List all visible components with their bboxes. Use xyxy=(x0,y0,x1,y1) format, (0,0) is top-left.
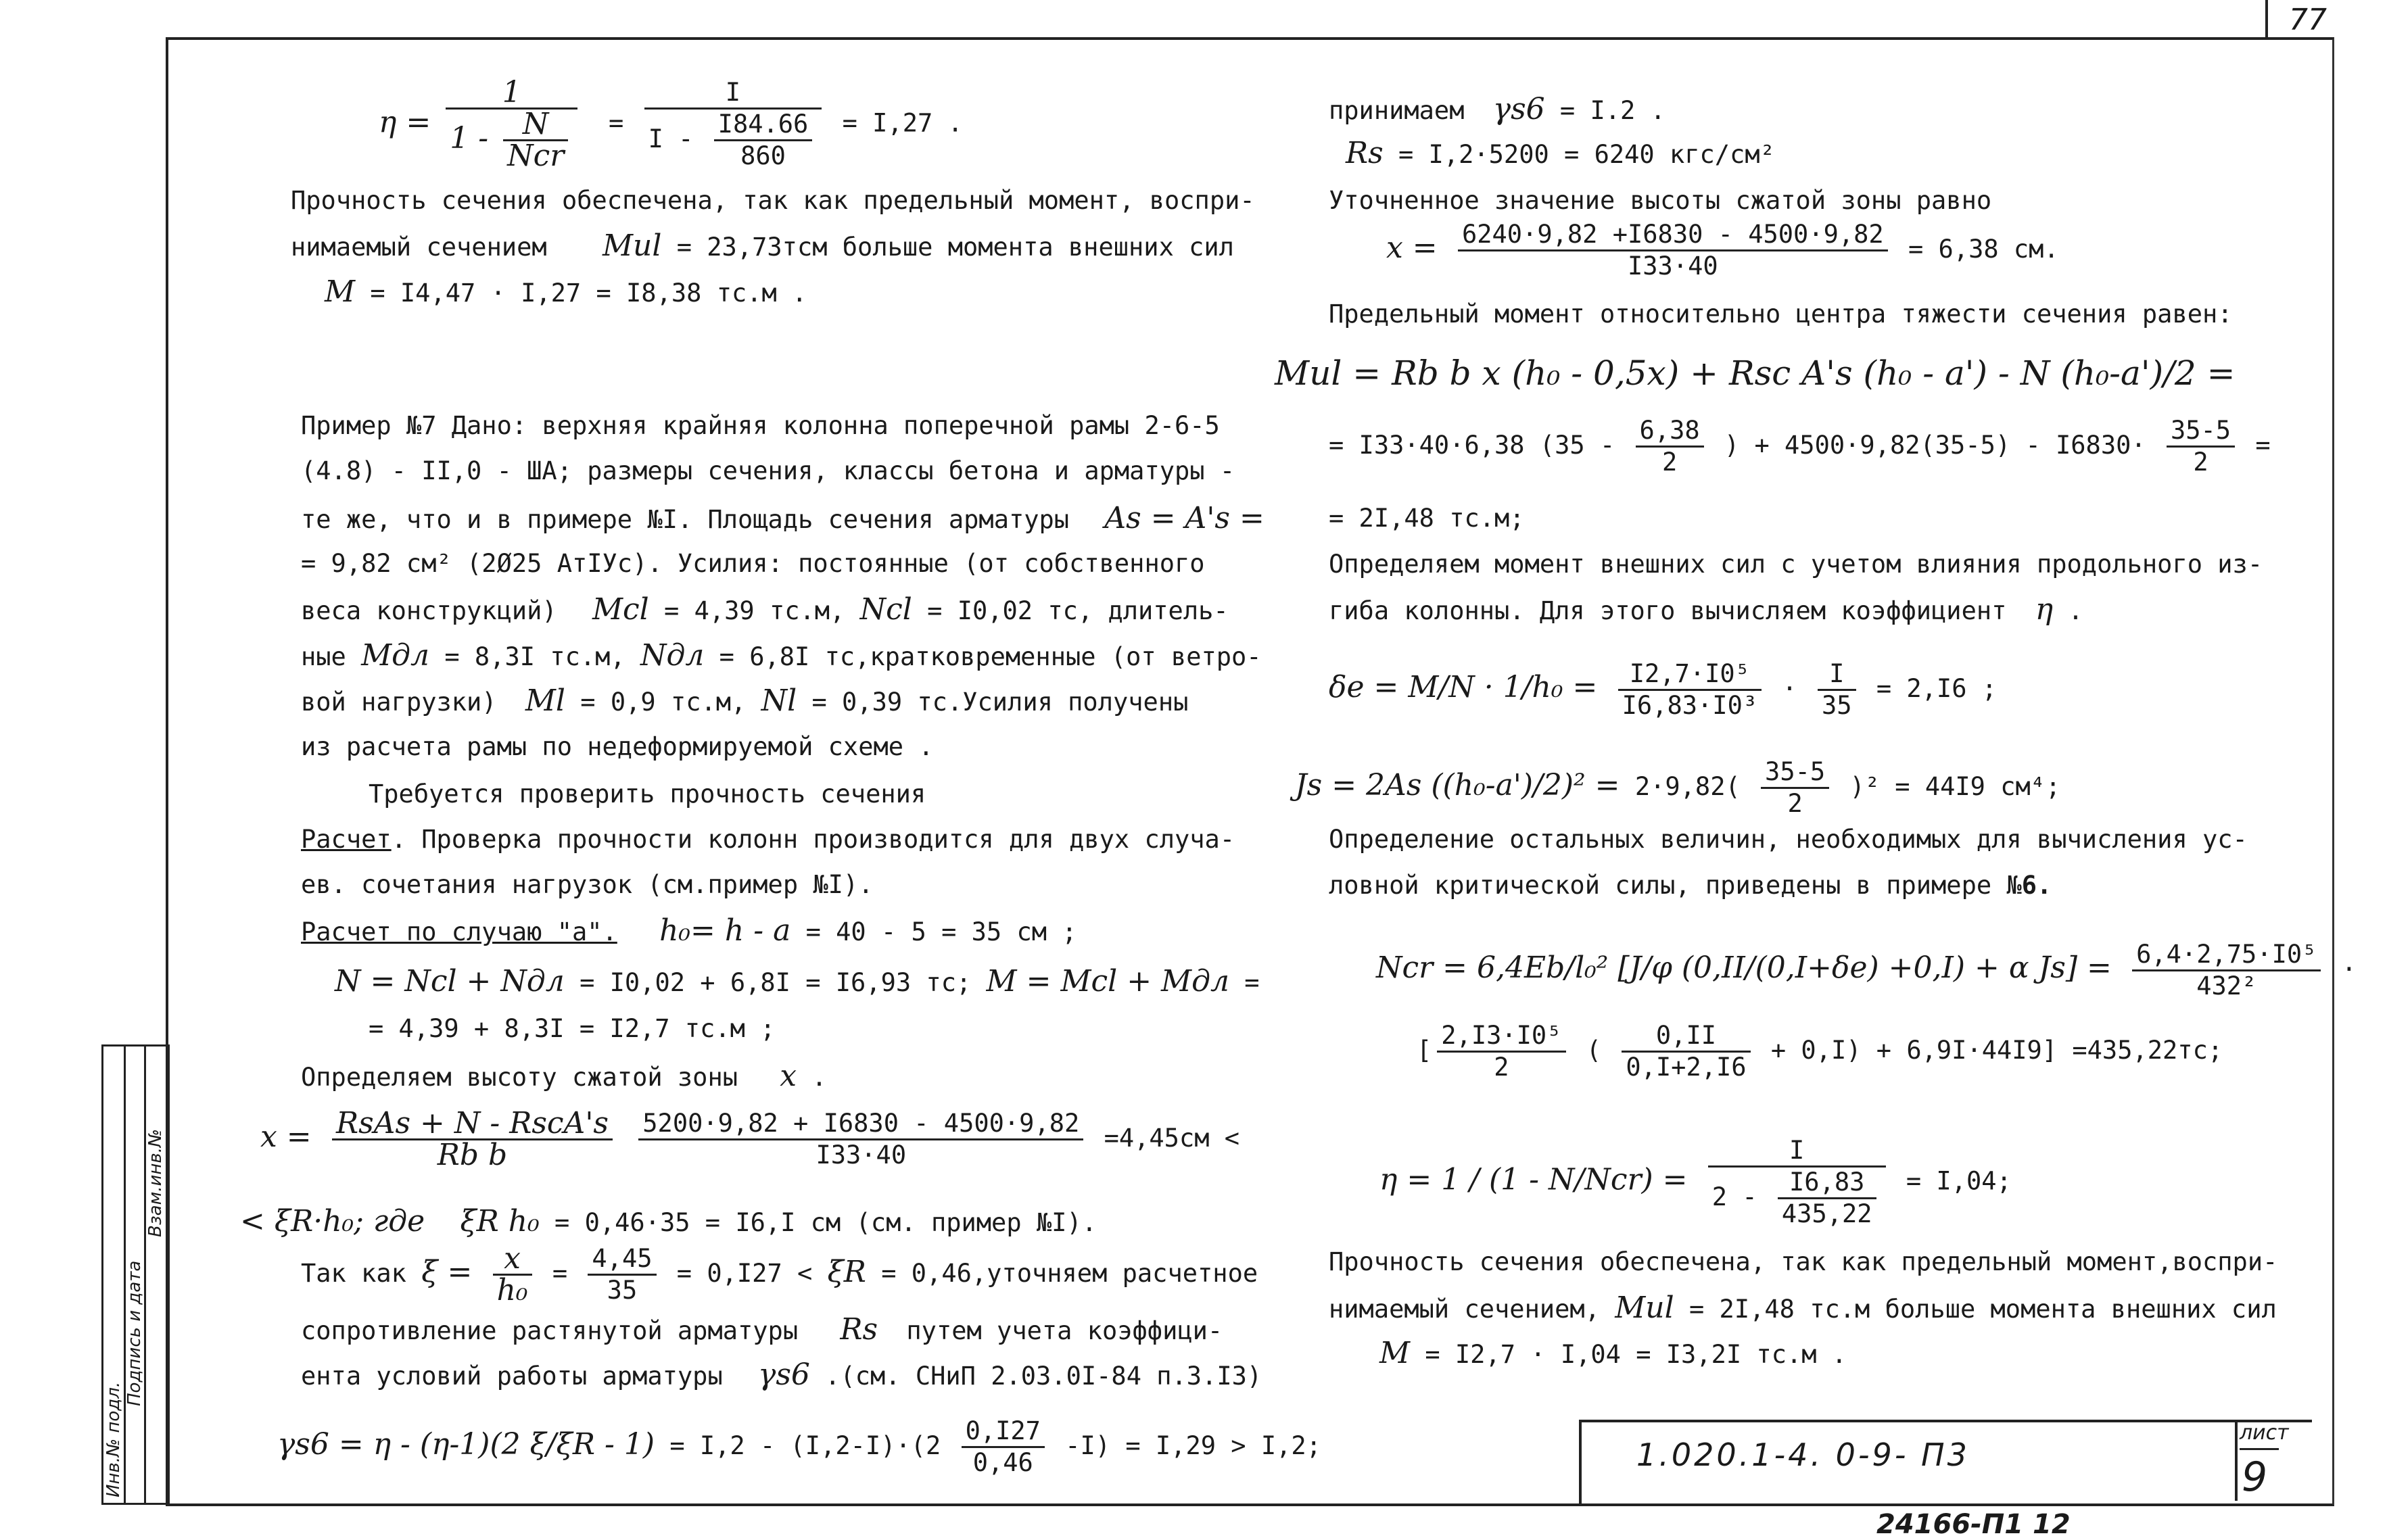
required-line: Требуется проверить прочность сечения xyxy=(369,779,926,809)
r4-formula: x = $\frac{6240\cdot 9,82 +I6830 - 4500\cdot 9,82}{I33\cdot 40}$ = 6,38 см. xyxy=(1386,220,2059,281)
r7-line: = I33·40·6,38 (35 - $\frac{6,38}{2}$ ) + 4500·9,82(35-5) - I6830· $\frac{35-5}{2}$ = xyxy=(1329,416,2271,477)
calc-line2: ев. сочетания нагрузок (см.пример №I). xyxy=(301,870,874,899)
sheet-label: лист xyxy=(2240,1421,2279,1450)
ent-line: ента условий работы арматуры γs6 .(см. СНиП 2.03.0I-84 п.3.I3) xyxy=(301,1357,1262,1392)
r15-formula: Ncr = 6,4Eb/l₀² [J/φ (0,II/(0,I+δe) +0,I) + α Js] = $\frac{\text{6,4·2,75·I0⁵}}{\text{432²}}$ · xyxy=(1376,940,2357,1001)
bottom-archive-code: 24166-П1 12 xyxy=(1876,1509,2071,1540)
eta-formula-num: = I I - $\frac{I84.66}{860}$ = I,27 . xyxy=(609,78,963,170)
n-m-formula: N = Ncl + Nдл = I0,02 + 6,8I = I6,93 тс; M = Mcl + Mдл = xyxy=(335,964,1260,998)
ex-line7: вой нагрузки) Ml = 0,9 тс.м, Nl = 0,39 тс.Усилия получены xyxy=(301,683,1189,718)
r16-formula: [ $\frac{\text{2,I3·I0⁵}}{2}$ ( $\frac{0,II}{0,I+2,I6}$ + 0,I) + 6,9I·44I9] =435,22тс; xyxy=(1417,1021,2223,1082)
r20-line: M = I2,7 · I,04 = I3,2I тс.м . xyxy=(1379,1336,1847,1370)
side-sign-label: Подпись и дата xyxy=(124,1260,145,1406)
p1-line1: Прочность сечения обеспечена, так как предельный момент, воспри- xyxy=(291,186,1255,215)
ex-line8: из расчета рамы по недеформируемой схеме . xyxy=(301,732,934,761)
ex-line1: Пример №7 Дано: верхняя крайняя колонна поперечной рамы 2-6-5 xyxy=(301,411,1220,440)
eta-frac-sym: 1 1 - N Ncr xyxy=(446,78,577,171)
r5-line: Предельный момент относительно центра тяжести сечения равен: xyxy=(1329,299,2233,329)
r11-formula: δe = M/N · 1/h₀ = $\frac{\text{I2,7·I0⁵}}{\text{I6,83·I0³}}$ · $\frac{I}{35}$ = 2,I6 ; xyxy=(1329,659,1998,720)
ex-line3: те же, что и в примере №I. Площадь сечения арматуры As = A's = xyxy=(301,501,1265,535)
tak-line: Так как ξ = $\frac{x}{\text{h₀}}$ = $\frac{4,45}{35}$ = 0,I27 < ξR = 0,46,уточняем расчетное xyxy=(301,1241,1258,1307)
calc-line1: Расчет. Проверка прочности колонн производится для двух случа- xyxy=(301,825,1235,854)
r9-line: Определяем момент внешних сил с учетом влияния продольного из- xyxy=(1329,550,2263,579)
r12-formula: Js = 2As ((h₀-a')/2)² = 2·9,82( $\frac{35-5}{2}$ )² = 44I9 см⁴; xyxy=(1295,757,2061,818)
r10-line: гиба колонны. Для этого вычисляем коэффициент η . xyxy=(1329,592,2083,627)
r18-line: Прочность сечения обеспечена, так как предельный момент,воспри- xyxy=(1329,1247,2278,1276)
xi-line: < ξR·h₀; где ξR h₀ = 0,46·35 = I6,I см (см. пример №I). xyxy=(240,1204,1097,1238)
m-line2: = 4,39 + 8,3I = I2,7 тс.м ; xyxy=(369,1014,776,1043)
eta-symbol: η xyxy=(379,105,397,140)
r3-line: Уточненное значение высоты сжатой зоны равно xyxy=(1329,186,1992,215)
sopr-line: сопротивление растянутой арматуры Rs путем учета коэффици- xyxy=(301,1312,1223,1347)
ex-line2: (4.8) - II,0 - ША; размеры сечения, классы бетона и арматуры - xyxy=(301,456,1235,485)
doc-code: 1.020.1-4. 0-9- П3 xyxy=(1636,1437,1970,1473)
r6-formula: Mul = Rb b x (h₀ - 0,5x) + Rsc A's (h₀ - a') - N (h₀-a')/2 = xyxy=(1275,354,2236,393)
ex-line4: = 9,82 см² (2Ø25 АтIУс). Усилия: постоянные (от собственного xyxy=(301,549,1205,578)
r1-line: принимаем γs6 = I.2 . xyxy=(1329,92,1665,126)
eta-formula-1: η = 1 1 - N Ncr xyxy=(379,78,583,171)
r14-line: ловной критической силы, приведены в примере №6. xyxy=(1329,871,2052,900)
side-replace-label: Взам.инв.№ xyxy=(145,1129,166,1237)
p1-line2: нимаемый сечением Mul = 23,73тсм больше момента внешних сил xyxy=(291,228,1234,263)
ex-line6: ные Mдл = 8,3I тс.м, Nдл = 6,8I тс,кратковременные (от ветро- xyxy=(301,638,1262,673)
gamma-formula: γs6 = η - (η-1)(2 ξ/ξR - 1) = I,2 - (I,2-I)·(2 $\frac{0,I27}{0,46}$ -I) = I,29 > I,2; xyxy=(277,1416,1321,1477)
r8-line: = 2I,48 тс.м; xyxy=(1329,504,1525,533)
r2-line: Rs = I,2·5200 = 6240 кгс/см² xyxy=(1346,136,1775,170)
ex-line5: веса конструкций) Mcl = 4,39 тс.м, Ncl = I0,02 тс, длитель- xyxy=(301,592,1229,627)
side-inv-label: Инв.№ подл. xyxy=(103,1381,124,1497)
corner-line xyxy=(2265,0,2268,37)
r13-line: Определение остальных величин, необходимых для вычисления ус- xyxy=(1329,825,2248,854)
corner-page-mark: 77 xyxy=(2289,3,2327,37)
sheet-number: 9 xyxy=(2242,1453,2268,1501)
p1-line3: M = I4,47 · I,27 = I8,38 тс.м . xyxy=(325,274,807,309)
r19-line: нимаемый сечением, Mul = 2I,48 тс.м больше момента внешних сил xyxy=(1329,1291,2277,1325)
r17-formula: η = 1 / (1 - N/Ncr) = I 2 - $\frac{I6,83}{435,22}$ = I,04; xyxy=(1379,1136,2012,1228)
x-formula: x = RsAs + N - RscA's Rb b $\frac{5200\cdot 9,82 + I6830 - 4500\cdot 9,82}{I33\cdot 40}$ =4,45см < xyxy=(260,1106,1240,1172)
x-intro: Определяем высоту сжатой зоны x . xyxy=(301,1059,827,1093)
case-line: Расчет по случаю "а". h₀= h - a = 40 - 5 = 35 см ; xyxy=(301,913,1077,948)
